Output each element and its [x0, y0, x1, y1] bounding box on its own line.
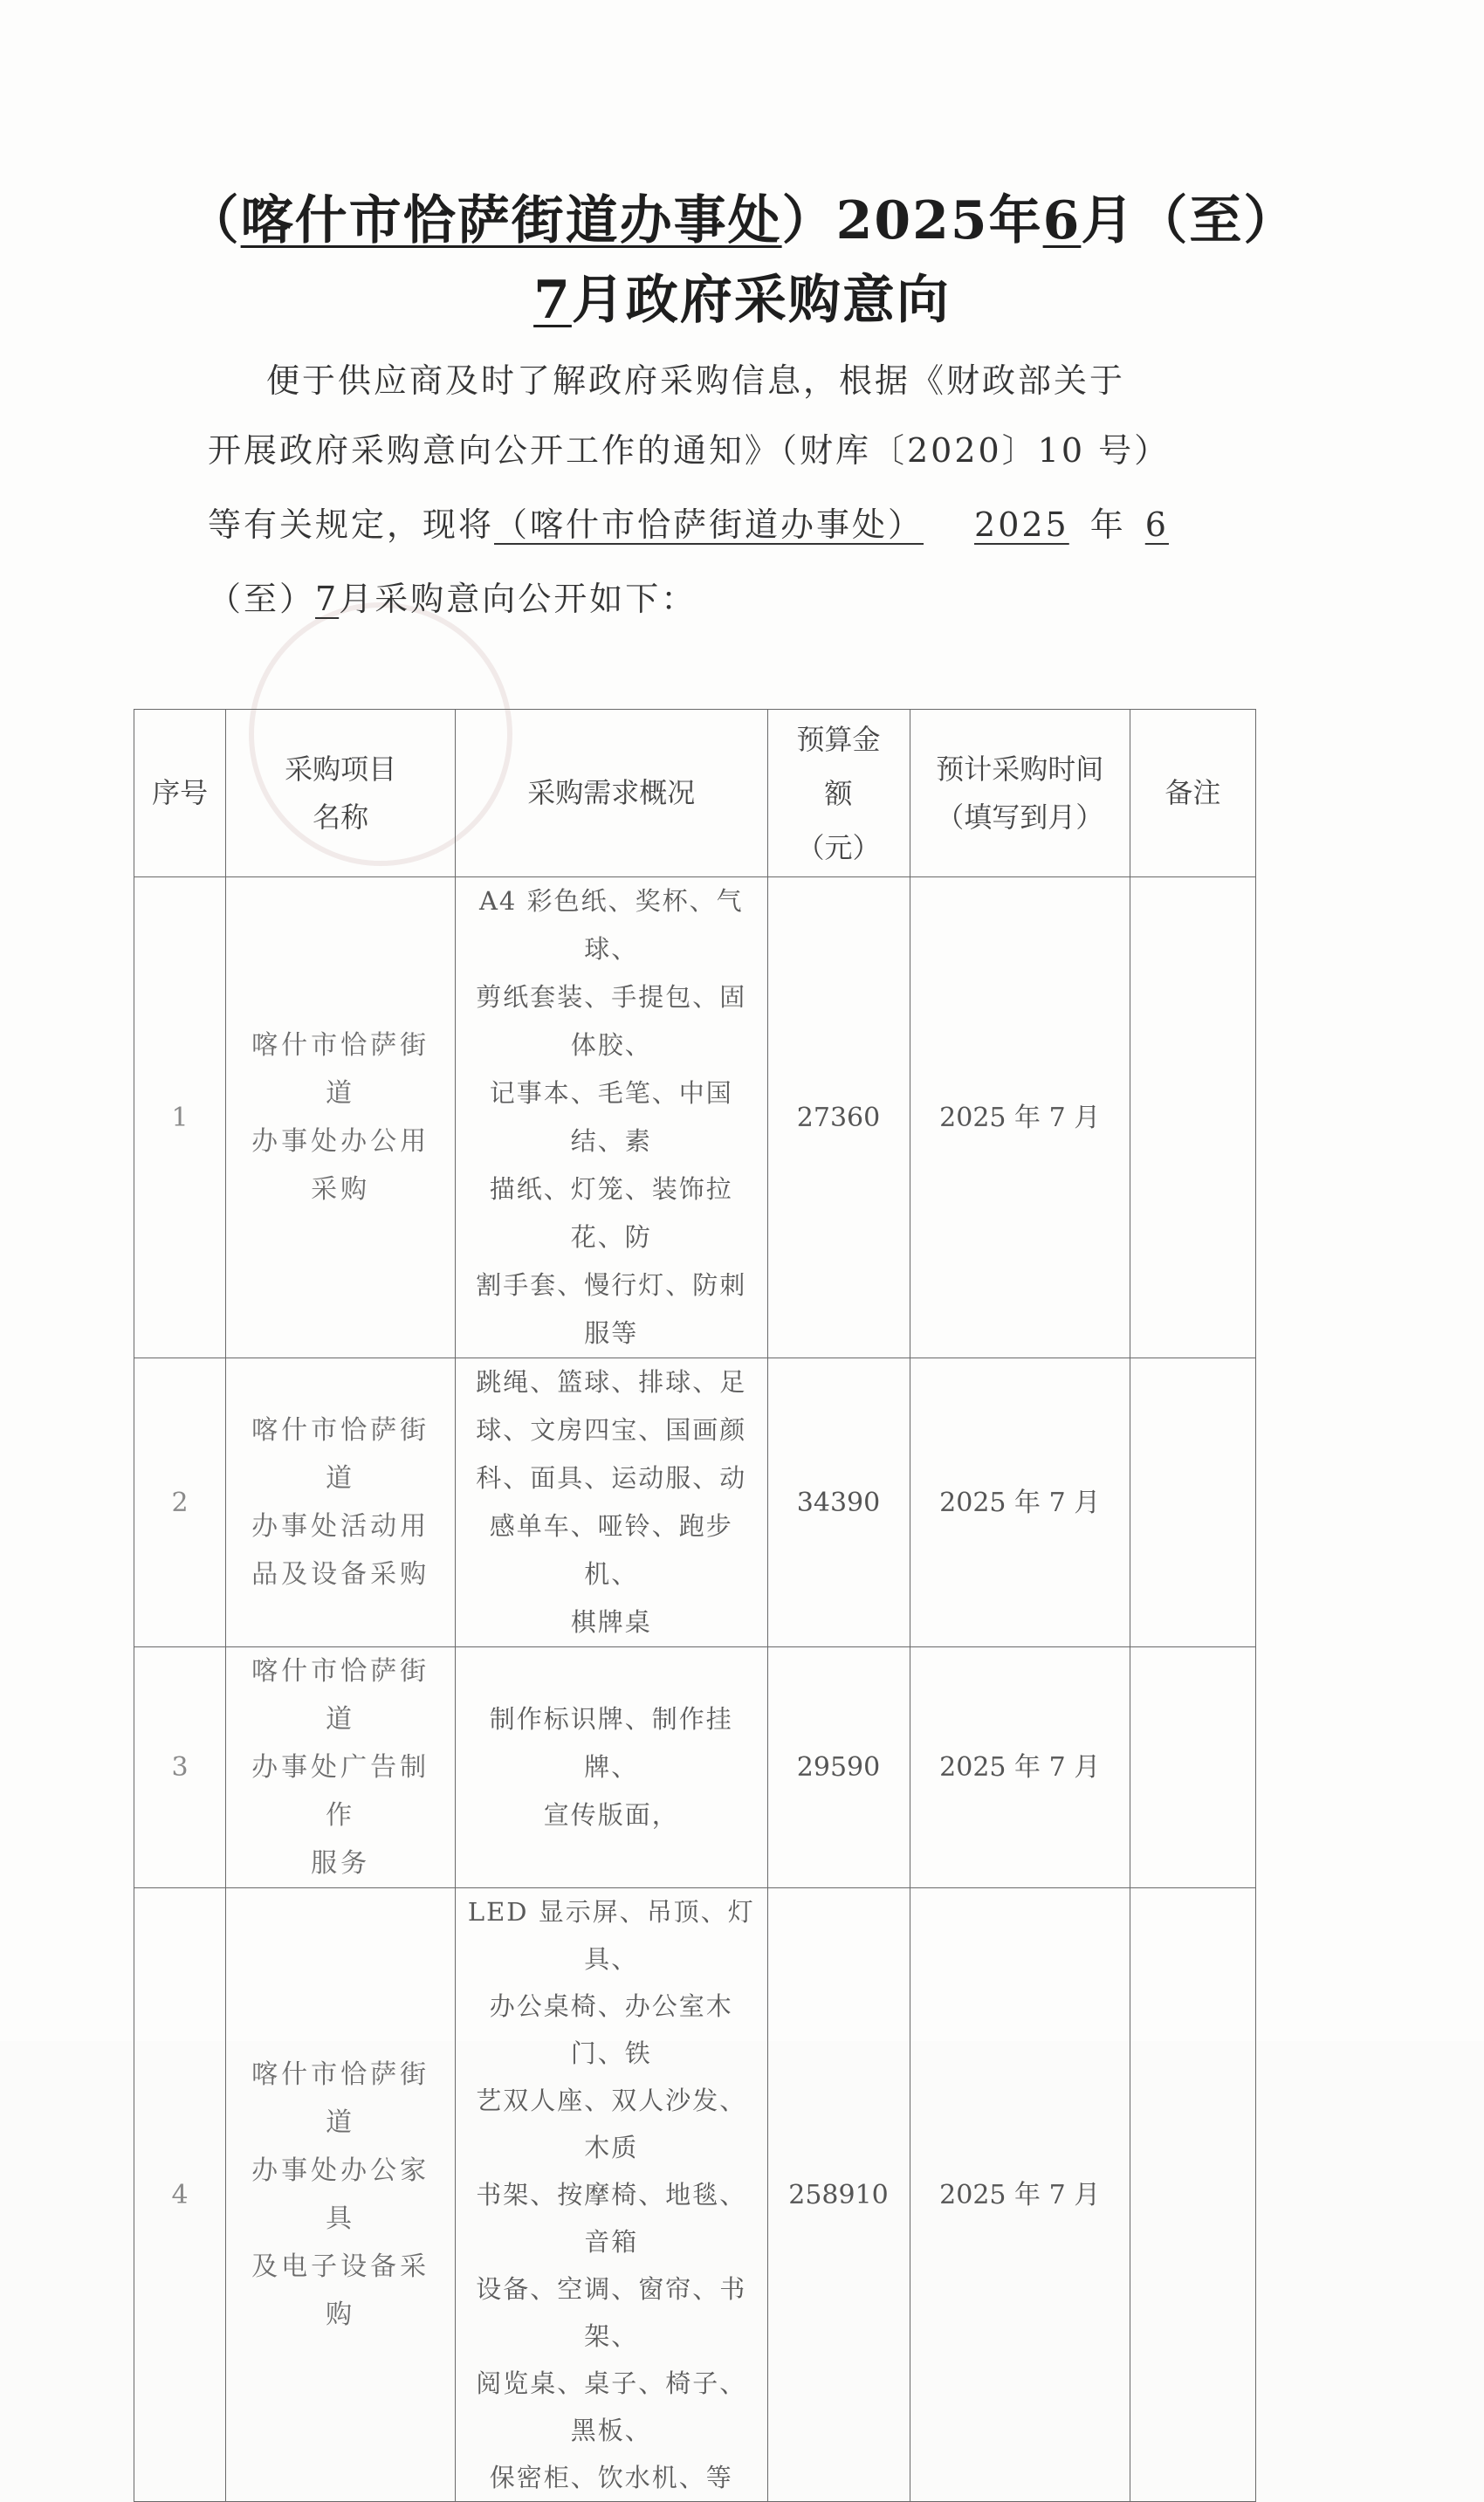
header-note: 备注	[1130, 710, 1255, 877]
cell-line: 描纸、灯笼、装饰拉花、防	[489, 1174, 733, 1252]
cell-line: 喀什市恰萨街道	[251, 1415, 430, 1494]
cell-name	[226, 877, 456, 1358]
cell-time: 2025 年 7 月	[910, 1888, 1130, 2502]
title-line-2: 7月政府采购意向	[533, 270, 951, 331]
table-header-row	[134, 710, 1256, 877]
cell-desc	[456, 1888, 768, 2502]
procurement-table	[134, 709, 1256, 2502]
cell-line: 喀什市恰萨街道	[251, 1656, 430, 1735]
title-month-end: 7	[533, 270, 572, 331]
cell-line: 阅览桌、桌子、椅子、黑板、	[476, 2368, 747, 2445]
cell-note	[1130, 1358, 1255, 1647]
cell-seq: 3	[134, 1647, 226, 1888]
cell-line: 采购	[311, 1174, 371, 1205]
intro-org: （喀什市恰萨街道办事处）	[494, 505, 924, 544]
cell-line: 办事处广告制作	[251, 1752, 430, 1831]
cell-note	[1130, 877, 1255, 1358]
intro-line-3: 等有关规定，现将（喀什市恰萨街道办事处） 2025 年 6	[208, 505, 1169, 544]
cell-line: 制作标识牌、制作挂牌、	[489, 1704, 733, 1782]
cell-name	[226, 1647, 456, 1888]
header-desc: 采购需求概况	[456, 710, 768, 877]
intro-month: 6	[1144, 505, 1169, 544]
cell-line: 办事处办公家具	[251, 2155, 430, 2234]
cell-line: 球、文房四宝、国画颜	[476, 1415, 747, 1445]
cell-time: 2025 年 7 月	[910, 1647, 1130, 1888]
cell-line: 办事处活动用	[251, 1511, 430, 1542]
cell-desc	[456, 1647, 768, 1888]
cell-time: 2025 年 7 月	[910, 1358, 1130, 1647]
cell-line: 宣传版面，	[543, 1800, 679, 1830]
cell-desc	[456, 1358, 768, 1647]
table-row	[134, 1647, 1256, 1888]
cell-line: 棋牌桌	[570, 1607, 652, 1637]
title-line-1: （喀什市恰萨街道办事处）2025年6月（至）	[186, 190, 1298, 251]
cell-line: 艺双人座、双人沙发、木质	[476, 2086, 747, 2162]
table-row	[134, 1358, 1256, 1647]
header-name: 采购项目 名称	[226, 710, 456, 877]
cell-time: 2025 年 7 月	[910, 877, 1130, 1358]
cell-line: 及电子设备采购	[251, 2251, 430, 2330]
cell-line: 书架、按摩椅、地毯、音箱	[476, 2180, 747, 2257]
cell-line: 服务	[311, 1848, 371, 1879]
cell-desc	[456, 877, 768, 1358]
cell-line: 喀什市恰萨街道	[251, 2059, 430, 2138]
cell-line: A4 彩色纸、奖杯、气球、	[478, 886, 744, 964]
cell-name	[226, 1888, 456, 2502]
cell-budget: 27360	[767, 877, 910, 1358]
cell-budget: 258910	[767, 1888, 910, 2502]
intro-line-4: （至）7月采购意向公开如下：	[208, 580, 697, 618]
header-budget: 预算金 额 （元）	[767, 710, 910, 877]
intro-year: 2025	[974, 505, 1069, 544]
cell-line: 品及设备采购	[251, 1559, 430, 1590]
cell-line: 喀什市恰萨街道	[251, 1030, 430, 1109]
cell-line: 保密柜、饮水机、等	[489, 2463, 733, 2492]
cell-budget: 29590	[767, 1647, 910, 1888]
header-seq: 序号	[134, 710, 226, 877]
intro-line-1: 便于供应商及时了解政府采购信息，根据《财政部关于	[266, 361, 1126, 400]
cell-line: 科、面具、运动服、动	[476, 1463, 747, 1493]
cell-line: 感单车、哑铃、跑步机、	[489, 1511, 733, 1589]
title-org: 喀什市恰萨街道办事处	[240, 190, 782, 251]
cell-note	[1130, 1647, 1255, 1888]
intro-line-2: 开展政府采购意向公开工作的通知》（财库〔2020〕10 号）	[208, 431, 1171, 470]
cell-line: 记事本、毛笔、中国结、素	[489, 1078, 733, 1156]
cell-name	[226, 1358, 456, 1647]
cell-line: 剪纸套装、手提包、固体胶、	[476, 982, 747, 1060]
cell-note	[1130, 1888, 1255, 2502]
cell-line: 跳绳、篮球、排球、足	[476, 1367, 747, 1397]
cell-line: 割手套、慢行灯、防刺服等	[476, 1270, 747, 1348]
cell-seq: 1	[134, 877, 226, 1358]
header-time: 预计采购时间 （填写到月）	[910, 710, 1130, 877]
table-row	[134, 877, 1256, 1358]
cell-line: 办公桌椅、办公室木门、铁	[489, 1991, 733, 2068]
cell-line: 设备、空调、窗帘、书架、	[476, 2274, 747, 2351]
table-row	[134, 1888, 1256, 2502]
cell-budget: 34390	[767, 1358, 910, 1647]
cell-line: LED 显示屏、吊顶、灯具、	[467, 1897, 755, 1974]
intro-month-end: 7	[315, 580, 340, 618]
title-month-start: 6	[1042, 190, 1082, 251]
cell-seq: 4	[134, 1888, 226, 2502]
cell-seq: 2	[134, 1358, 226, 1647]
cell-line: 办事处办公用	[251, 1126, 430, 1157]
